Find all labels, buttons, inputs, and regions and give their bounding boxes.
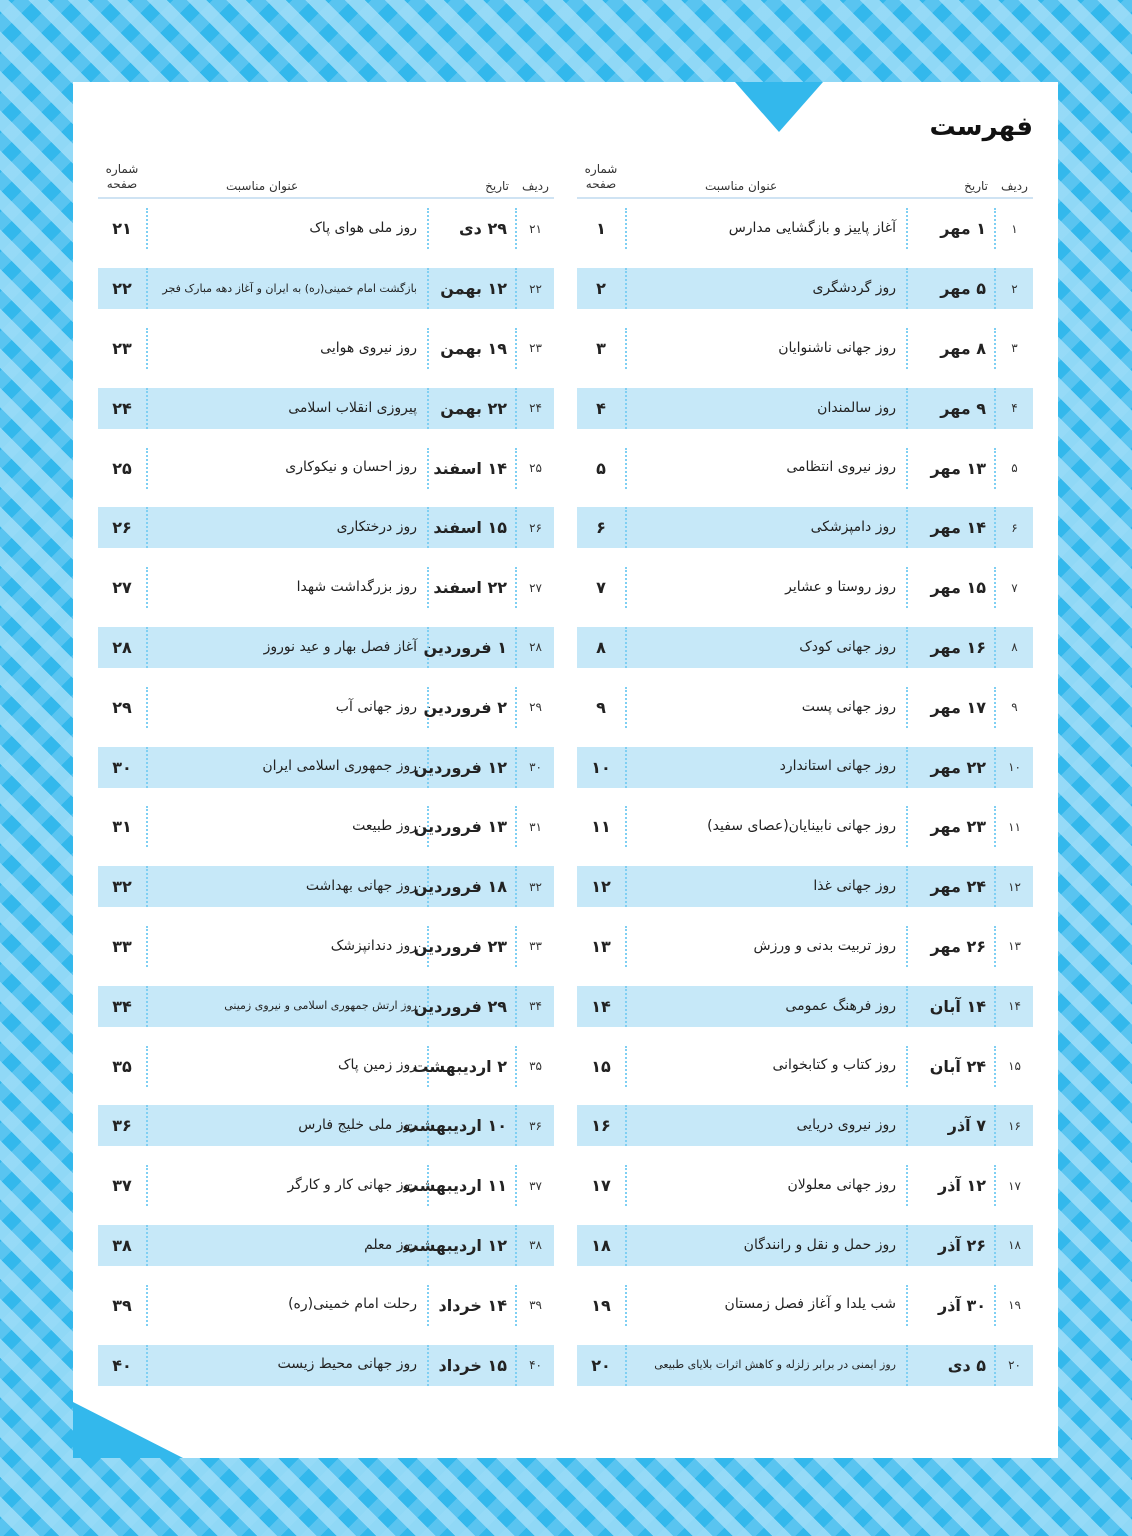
row-event: روز جهانی نابینایان(عصای سفید) [625,806,906,847]
row-index: ۳۳ [515,926,554,967]
decorative-notch-bottom [73,1402,183,1458]
row-index: ۵ [994,448,1033,489]
row-page-number: ۲۸ [112,637,132,657]
rows-right [577,199,1033,1395]
row-page-number: ۲۰ [591,1355,611,1375]
row-index: ۱۹ [994,1285,1033,1326]
row-index: ۳۶ [515,1105,554,1146]
row-page-number: ۳۵ [112,1056,132,1076]
row-date: ۱۵ مهر [906,567,994,608]
toc-table-right [577,155,1033,1395]
row-index: ۲۲ [515,268,554,309]
row-event: روز ایمنی در برابر زلزله و کاهش اثرات بلایای طبیعی [625,1345,906,1386]
table-row [577,438,1033,498]
row-event: روز طبیعت [146,806,427,847]
document-page [73,82,1058,1458]
table-row [98,558,554,618]
row-page-number: ۲۲ [112,279,132,299]
row-index: ۳۷ [515,1165,554,1206]
row-event: روز جهانی محیط زیست [146,1345,427,1386]
row-event: روز احسان و نیکوکاری [146,448,427,489]
row-event: روز حمل و نقل و رانندگان [625,1225,906,1266]
row-page-number: ۳۳ [112,936,132,956]
row-date: ۲۶ مهر [906,926,994,967]
table-row [98,1275,554,1335]
row-page-number: ۱ [596,219,606,239]
row-page-number: ۳۹ [112,1295,132,1315]
row-date: ۱۴ آبان [906,986,994,1027]
row-page-number: ۳۸ [112,1235,132,1255]
row-event: روز جمهوری اسلامی ایران [146,747,427,788]
table-row [577,1275,1033,1335]
row-event: روز بزرگداشت شهدا [146,567,427,608]
row-page-number: ۱۵ [591,1056,611,1076]
row-event: روز جهانی کار و کارگر [146,1165,427,1206]
row-index: ۲۱ [515,208,554,249]
row-page-number: ۱۹ [591,1295,611,1315]
row-date: ۱۵ خرداد [427,1345,515,1386]
table-row [577,917,1033,977]
table-row [98,1036,554,1096]
header-page: شماره صفحه [584,161,618,192]
header-date: تاریخ [485,179,509,193]
row-date: ۵ دی [906,1345,994,1386]
row-date: ۱۷ مهر [906,687,994,728]
row-page-number: ۳۲ [112,877,132,897]
row-index: ۱۵ [994,1046,1033,1087]
row-date: ۱۳ مهر [906,448,994,489]
row-date: ۱۲ آذر [906,1165,994,1206]
row-index: ۱۰ [994,747,1033,788]
row-date: ۱۰ اردیبهشت [427,1105,515,1146]
row-index: ۲ [994,268,1033,309]
table-row [98,498,554,558]
row-date: ۱۹ بهمن [427,328,515,369]
row-date: ۱ فروردین [427,627,515,668]
row-date: ۹ مهر [906,388,994,429]
row-event: پیروزی انقلاب اسلامی [146,388,427,429]
row-page-number: ۵ [596,458,606,478]
row-date: ۲۳ مهر [906,806,994,847]
row-page-number: ۱۳ [591,936,611,956]
table-row [577,378,1033,438]
row-event: روز زمین پاک [146,1046,427,1087]
row-date: ۲ فروردین [427,687,515,728]
row-event: روز ملی خلیج فارس [146,1105,427,1146]
row-date: ۱۵ اسفند [427,507,515,548]
row-page-number: ۹ [596,697,606,717]
table-row [98,1156,554,1216]
row-page-number: ۱۴ [591,996,611,1016]
row-event: روز تربیت بدنی و ورزش [625,926,906,967]
row-event: روز دندانپزشک [146,926,427,967]
rows-left [98,199,554,1395]
row-index: ۲۵ [515,448,554,489]
row-date: ۷ آذر [906,1105,994,1146]
header-event: عنوان مناسبت [705,179,778,193]
table-row [577,558,1033,618]
row-index: ۱۶ [994,1105,1033,1146]
row-page-number: ۲۶ [112,518,132,538]
row-date: ۱۴ اسفند [427,448,515,489]
table-row [577,857,1033,917]
row-page-number: ۲۵ [112,458,132,478]
row-date: ۸ مهر [906,328,994,369]
row-date: ۲۲ بهمن [427,388,515,429]
row-event: رحلت امام خمینی(ره) [146,1285,427,1326]
row-page-number: ۸ [596,637,606,657]
row-event: آغاز فصل بهار و عید نوروز [146,627,427,668]
row-page-number: ۲۱ [112,219,132,239]
row-index: ۲۳ [515,328,554,369]
row-event: روز دامپزشکی [625,507,906,548]
table-row [98,259,554,319]
table-row [577,618,1033,678]
table-row [98,1335,554,1395]
row-date: ۱۲ اردیبهشت [427,1225,515,1266]
table-header [98,155,554,199]
table-row [577,498,1033,558]
row-index: ۲۸ [515,627,554,668]
table-row [577,1036,1033,1096]
row-event: روز روستا و عشایر [625,567,906,608]
row-page-number: ۴۰ [112,1355,132,1375]
header-event: عنوان مناسبت [226,179,299,193]
table-row [577,737,1033,797]
row-index: ۱۲ [994,866,1033,907]
row-page-number: ۳۰ [112,757,132,777]
table-row [98,618,554,678]
row-page-number: ۲ [596,279,606,299]
row-event: شب یلدا و آغاز فصل زمستان [625,1285,906,1326]
row-page-number: ۱۸ [591,1235,611,1255]
row-date: ۲۶ آذر [906,1225,994,1266]
table-row [98,857,554,917]
row-event: بازگشت امام خمینی(ره) به ایران و آغاز دهه مبارک فجر [146,268,427,309]
row-page-number: ۲۹ [112,697,132,717]
row-index: ۳۵ [515,1046,554,1087]
header-date: تاریخ [964,179,988,193]
row-page-number: ۷ [596,578,606,598]
row-index: ۲۷ [515,567,554,608]
table-row [98,199,554,259]
row-event: روز ملی هوای پاک [146,208,427,249]
row-event: روز جهانی معلولان [625,1165,906,1206]
row-index: ۱۳ [994,926,1033,967]
table-row [98,378,554,438]
row-page-number: ۳۷ [112,1176,132,1196]
row-page-number: ۶ [596,518,606,538]
table-row [577,797,1033,857]
row-event: روز ارتش جمهوری اسلامی و نیروی زمینی [146,986,427,1027]
row-date: ۲۲ اسفند [427,567,515,608]
table-row [577,976,1033,1036]
row-index: ۳۲ [515,866,554,907]
row-index: ۱۷ [994,1165,1033,1206]
table-row [98,677,554,737]
table-header [577,155,1033,199]
row-index: ۳۰ [515,747,554,788]
row-event: روز جهانی استاندارد [625,747,906,788]
row-event: روز معلم [146,1225,427,1266]
row-page-number: ۱۰ [591,757,611,777]
row-date: ۲۹ فروردین [427,986,515,1027]
row-date: ۱۶ مهر [906,627,994,668]
row-index: ۳۸ [515,1225,554,1266]
row-event: روز جهانی غذا [625,866,906,907]
row-event: روز گردشگری [625,268,906,309]
table-row [577,259,1033,319]
row-page-number: ۱۷ [591,1176,611,1196]
row-index: ۲۴ [515,388,554,429]
header-row: ردیف [522,179,549,193]
row-date: ۲۴ مهر [906,866,994,907]
row-page-number: ۳۶ [112,1116,132,1136]
row-page-number: ۳۱ [112,817,132,837]
row-page-number: ۲۳ [112,338,132,358]
table-row [98,438,554,498]
row-event: روز سالمندان [625,388,906,429]
row-page-number: ۱۱ [591,817,611,837]
row-index: ۱۴ [994,986,1033,1027]
row-index: ۳۱ [515,806,554,847]
row-date: ۱۲ بهمن [427,268,515,309]
row-date: ۲۳ فروردین [427,926,515,967]
row-date: ۱ مهر [906,208,994,249]
row-date: ۱۲ فروردین [427,747,515,788]
row-event: روز جهانی کودک [625,627,906,668]
table-row [577,1335,1033,1395]
row-page-number: ۲۴ [112,398,132,418]
row-date: ۲۴ آبان [906,1046,994,1087]
row-index: ۴ [994,388,1033,429]
row-index: ۳۴ [515,986,554,1027]
table-row [577,1216,1033,1276]
table-row [98,976,554,1036]
row-index: ۷ [994,567,1033,608]
row-event: روز جهانی بهداشت [146,866,427,907]
row-date: ۱۴ مهر [906,507,994,548]
row-event: روز جهانی ناشنوایان [625,328,906,369]
row-date: ۵ مهر [906,268,994,309]
row-index: ۲۰ [994,1345,1033,1386]
table-row [98,1216,554,1276]
table-row [577,1156,1033,1216]
row-index: ۸ [994,627,1033,668]
row-date: ۱۱ اردیبهشت [427,1165,515,1206]
row-date: ۳۰ آذر [906,1285,994,1326]
row-date: ۲۲ مهر [906,747,994,788]
header-page: شماره صفحه [105,161,139,192]
table-row [577,199,1033,259]
row-event: روز کتاب و کتابخوانی [625,1046,906,1087]
table-row [98,737,554,797]
row-index: ۱۸ [994,1225,1033,1266]
table-row [577,319,1033,379]
row-page-number: ۳ [596,338,606,358]
row-event: روز نیروی هوایی [146,328,427,369]
row-page-number: ۴ [596,398,606,418]
row-index: ۹ [994,687,1033,728]
decorative-notch-top [735,82,823,132]
row-event: روز فرهنگ عمومی [625,986,906,1027]
header-row: ردیف [1001,179,1028,193]
table-row [577,677,1033,737]
row-event: آغاز پاییز و بازگشایی مدارس [625,208,906,249]
row-date: ۱۸ فروردین [427,866,515,907]
table-row [98,797,554,857]
row-date: ۱۴ خرداد [427,1285,515,1326]
table-row [98,1096,554,1156]
table-row [98,319,554,379]
table-row [577,1096,1033,1156]
toc-table-left [98,155,554,1395]
table-row [98,917,554,977]
row-event: روز نیروی انتظامی [625,448,906,489]
row-index: ۶ [994,507,1033,548]
row-index: ۴۰ [515,1345,554,1386]
row-index: ۲۶ [515,507,554,548]
row-event: روز نیروی دریایی [625,1105,906,1146]
row-page-number: ۱۲ [591,877,611,897]
row-index: ۱۱ [994,806,1033,847]
row-date: ۲ اردیبهشت [427,1046,515,1087]
row-index: ۳۹ [515,1285,554,1326]
page-title: فهرست [929,112,1033,142]
row-index: ۳ [994,328,1033,369]
row-event: روز جهانی آب [146,687,427,728]
row-date: ۱۳ فروردین [427,806,515,847]
row-event: روز جهانی پست [625,687,906,728]
row-event: روز درختکاری [146,507,427,548]
row-page-number: ۲۷ [112,578,132,598]
row-date: ۲۹ دی [427,208,515,249]
row-index: ۱ [994,208,1033,249]
row-page-number: ۱۶ [591,1116,611,1136]
row-index: ۲۹ [515,687,554,728]
row-page-number: ۳۴ [112,996,132,1016]
